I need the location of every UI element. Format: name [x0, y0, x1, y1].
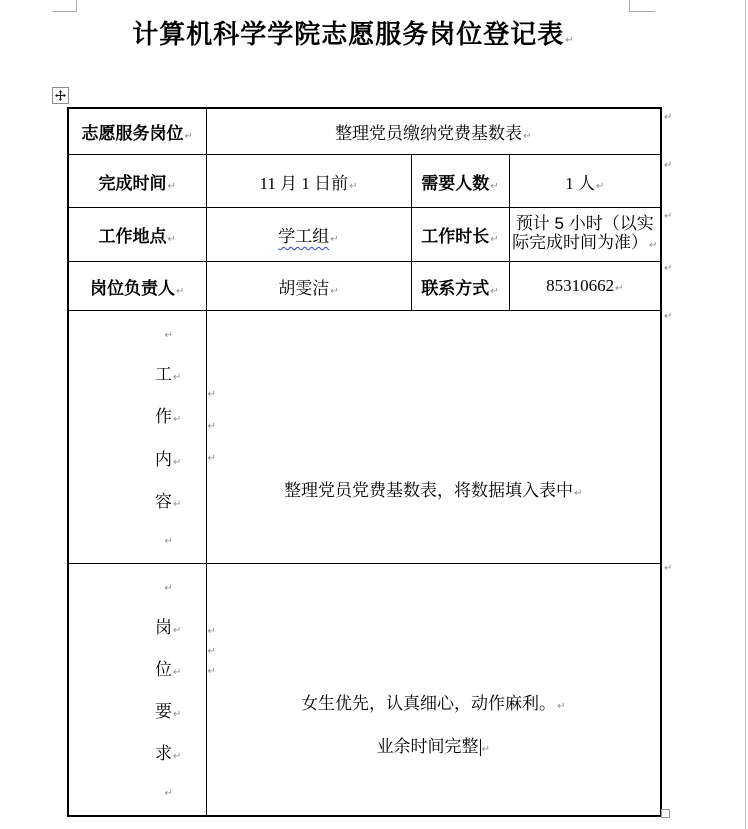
paragraph-mark: ↵ [164, 788, 173, 799]
cell-people-needed-value[interactable]: 1 人↵ [509, 155, 661, 208]
vertical-header-char: 容↵ [155, 491, 182, 511]
vertical-header-char: 求↵ [155, 744, 182, 763]
paragraph-mark: ↵ [490, 234, 499, 245]
paragraph-mark: ↵ [167, 234, 176, 245]
row-end-mark: ↵ [664, 263, 673, 274]
move-arrows-icon [55, 90, 66, 101]
row-end-mark: ↵ [664, 160, 673, 171]
cell-position-manager-value[interactable]: 胡雯洁↵ [206, 262, 411, 311]
cell-work-place-label[interactable]: 工作地点↵ [68, 208, 206, 262]
requirement-line-1: 女生优先，认真细心，动作麻利。↵ [301, 693, 566, 713]
spellcheck-underlined-text[interactable]: 学工组 [278, 227, 330, 246]
row-end-mark: ↵ [664, 563, 673, 574]
empty-line [164, 529, 173, 549]
paragraph-mark: ↵ [207, 645, 216, 657]
requirement-line-2: 业余时间完整 ↵ [376, 736, 490, 756]
paragraph-mark: ↵ [574, 487, 583, 499]
paragraph-mark: ↵ [349, 180, 358, 192]
empty-line [207, 400, 661, 432]
text-cursor [480, 739, 481, 756]
paragraph-mark: ↵ [176, 285, 185, 297]
page-right-edge [745, 0, 746, 829]
cell-work-duration-value[interactable]: 预计 5 小时（以实际完成时间为准）↵ [509, 208, 661, 262]
cell-work-place-value[interactable] [206, 208, 411, 262]
vertical-header-char: 工↵ [155, 365, 182, 385]
document-title-text: 计算机科学学院志愿服务岗位登记表 [132, 20, 565, 49]
vertical-header-char: 要↵ [155, 702, 182, 721]
paragraph-mark: ↵ [481, 743, 490, 755]
vertical-header-char: 作↵ [155, 407, 182, 427]
cell-position-requirements-header[interactable] [68, 564, 206, 817]
empty-line [207, 432, 661, 464]
row-end-mark: ↵ [664, 211, 673, 222]
vertical-header-char: 岗↵ [155, 618, 182, 637]
paragraph-mark: ↵ [173, 414, 182, 426]
row-end-mark: ↵ [664, 311, 673, 322]
crop-mark-top-left-horizontal [52, 11, 77, 12]
work-content-text: 整理党员党费基数表，将数据填入表中↵ [284, 480, 583, 500]
cell-position-requirements-value[interactable] [206, 564, 661, 817]
paragraph-mark: ↵ [523, 131, 532, 142]
paragraph-mark: ↵ [173, 751, 182, 762]
cell-position-manager-label[interactable]: 岗位负责人↵ [68, 262, 206, 311]
vertical-header-char: 位↵ [155, 660, 182, 679]
cell-work-duration-label[interactable]: 工作时长↵ [411, 208, 509, 262]
cell-volunteer-position-label[interactable]: 志愿服务岗位↵ [68, 108, 206, 155]
paragraph-mark: ↵ [173, 667, 182, 678]
cell-volunteer-position-value[interactable]: 整理党员缴纳党费基数表↵ [206, 108, 661, 155]
vertical-header-char: 内↵ [155, 449, 182, 469]
paragraph-mark: ↵ [330, 285, 339, 297]
cell-people-needed-label[interactable]: 需要人数↵ [411, 155, 509, 208]
paragraph-mark: ↵ [557, 700, 566, 712]
paragraph-mark: ↵ [207, 625, 216, 637]
empty-line [164, 576, 173, 596]
table-resize-handle[interactable] [661, 809, 670, 818]
empty-line [207, 637, 661, 657]
cell-finish-time-value[interactable]: 11 月 1 日前↵ [206, 155, 411, 208]
paragraph-mark: ↵ [490, 285, 499, 297]
empty-line [207, 368, 661, 400]
paragraph-mark: ↵ [167, 180, 176, 192]
paragraph-mark: ↵ [207, 388, 216, 400]
empty-line [164, 323, 173, 343]
empty-line [164, 781, 173, 801]
table-move-handle[interactable] [52, 87, 69, 104]
paragraph-mark: ↵ [173, 625, 182, 636]
paragraph-mark: ↵ [207, 452, 216, 464]
paragraph-mark: ↵ [207, 420, 216, 432]
paragraph-mark: ↵ [649, 240, 658, 251]
paragraph-mark: ↵ [173, 498, 182, 510]
paragraph-mark: ↵ [173, 372, 182, 384]
document-title[interactable] [77, 14, 629, 51]
cell-work-content-header[interactable] [68, 311, 206, 564]
paragraph-mark: ↵ [330, 234, 339, 245]
paragraph-mark: ↵ [164, 330, 173, 341]
registration-table [67, 107, 662, 817]
cell-contact-value[interactable]: 85310662↵ [509, 262, 661, 311]
crop-mark-top-right-horizontal [629, 11, 655, 12]
cell-contact-label[interactable]: 联系方式↵ [411, 262, 509, 311]
empty-line [207, 617, 661, 637]
paragraph-mark: ↵ [490, 180, 499, 192]
empty-line [207, 657, 661, 677]
paragraph-mark: ↵ [565, 35, 574, 46]
paragraph-mark: ↵ [184, 131, 193, 142]
cell-finish-time-label[interactable]: 完成时间↵ [68, 155, 206, 208]
paragraph-mark: ↵ [164, 535, 173, 547]
paragraph-mark: ↵ [595, 180, 605, 192]
paragraph-mark: ↵ [173, 456, 182, 468]
row-end-mark: ↵ [664, 112, 673, 123]
cell-work-content-value[interactable] [206, 311, 661, 564]
paragraph-mark: ↵ [164, 583, 173, 594]
paragraph-mark: ↵ [615, 283, 624, 294]
paragraph-mark: ↵ [173, 709, 182, 720]
paragraph-mark: ↵ [207, 665, 216, 677]
